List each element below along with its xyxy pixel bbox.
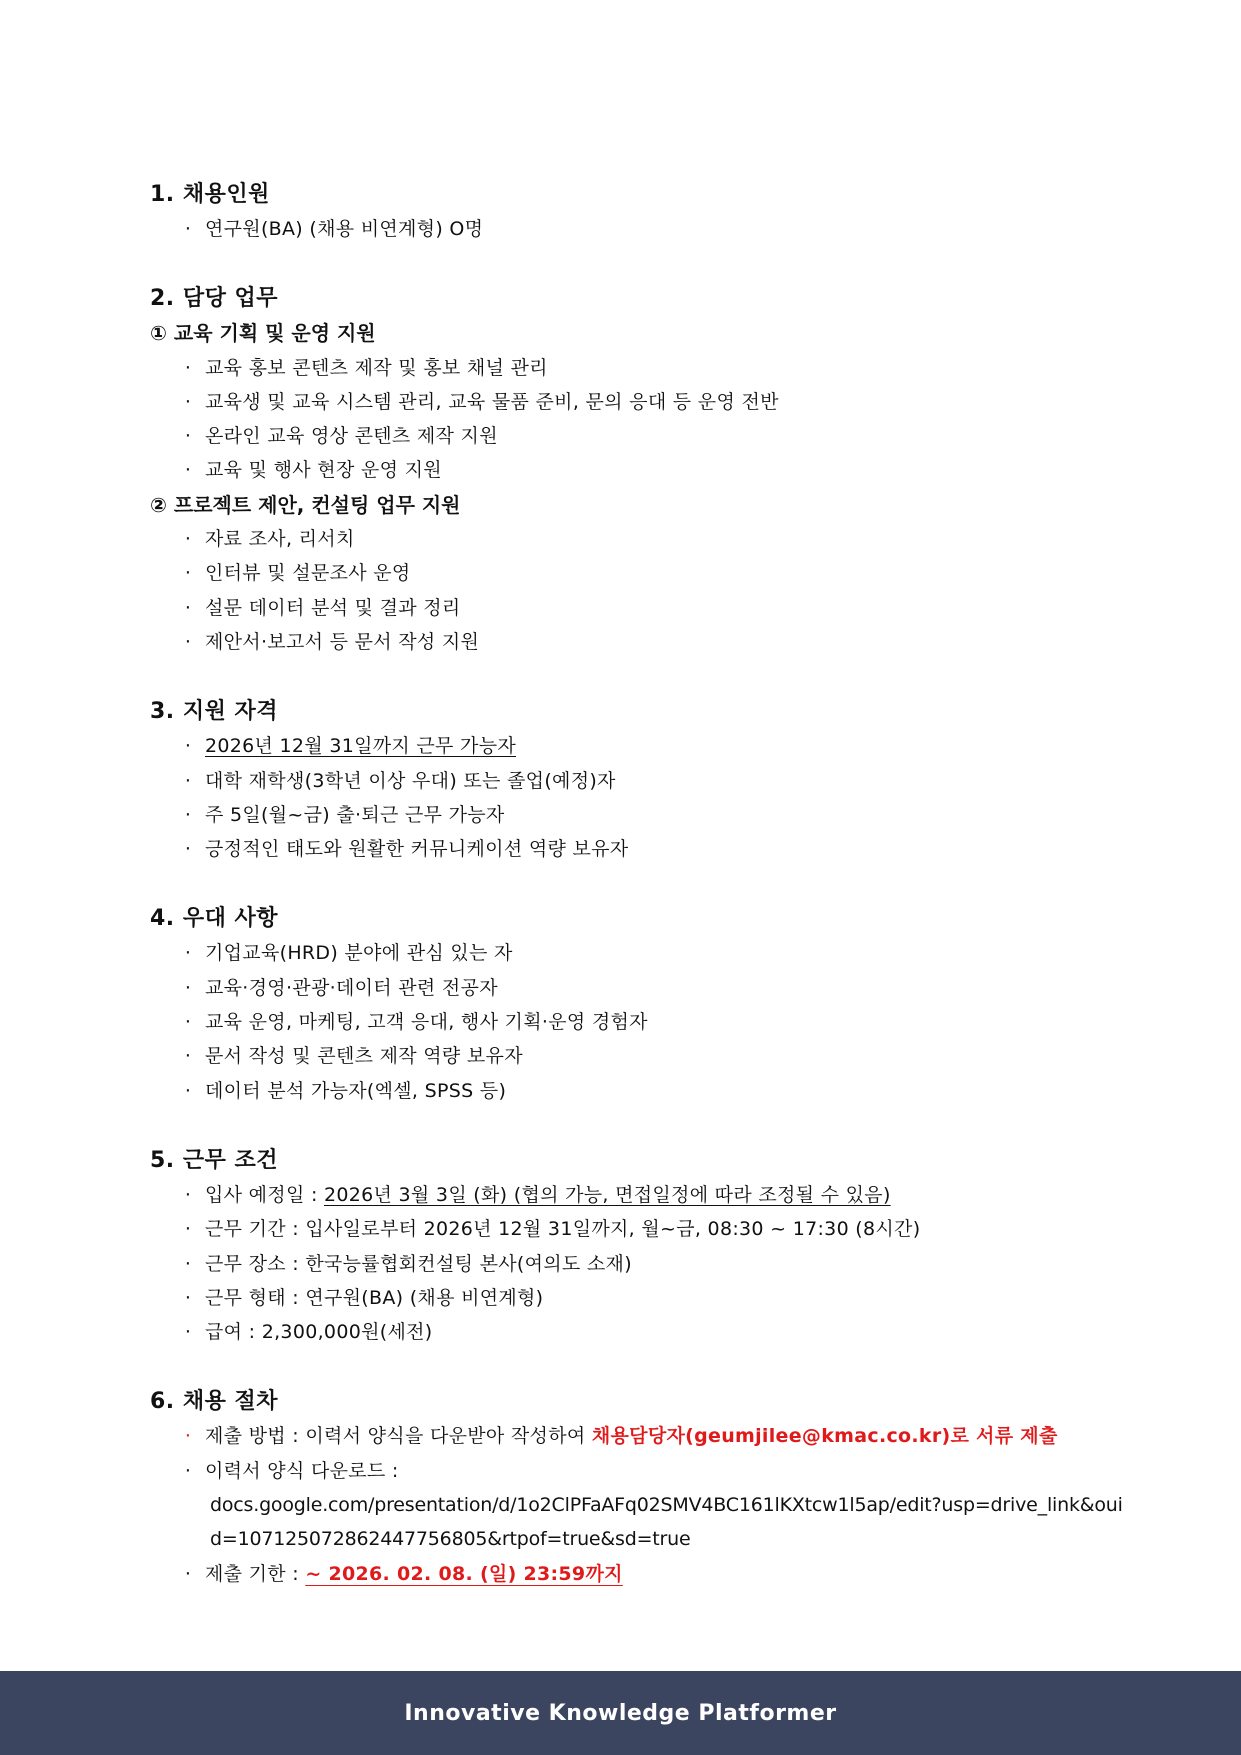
list-item: · 인터뷰 및 설문조사 운영	[150, 556, 1110, 590]
section-title-headcount: 1. 채용인원	[150, 182, 270, 207]
job-posting-document	[150, 178, 1123, 1591]
bullet-icon: ·	[184, 528, 192, 551]
list-item-location: · 근무 장소 : 한국능률협회컨설팅 본사(여의도 소재)	[150, 1247, 1110, 1281]
bullet-icon: ·	[184, 838, 192, 861]
list-item-period: · 근무 기간 : 입사일로부터 2026년 12월 31일까지, 월~금, 08:30 ~ 17:30 (8시간)	[150, 1212, 1110, 1246]
list-item: · 교육 운영, 마케팅, 고객 응대, 행사 기획·운영 경험자	[150, 1005, 1110, 1039]
list-item-deadline: · 제출 기한 : ~ 2026. 02. 08. (일) 23:59까지	[150, 1557, 1110, 1591]
bullet-icon: ·	[184, 1425, 192, 1448]
bullet-icon: ·	[184, 1252, 192, 1275]
bullet-icon: ·	[184, 1321, 192, 1344]
list-item-download: · 이력서 양식 다운로드 :	[150, 1454, 1110, 1488]
underlined-requirement: 2026년 12월 31일까지 근무 가능자	[205, 735, 517, 758]
bullet-icon: ·	[184, 390, 192, 413]
list-item: · 교육 홍보 콘텐츠 제작 및 홍보 채널 관리	[150, 351, 1110, 385]
bullet-icon: ·	[184, 1011, 192, 1034]
resume-form-link-continued[interactable]: d=107125072862447756805&rtpof=true&sd=true	[210, 1528, 691, 1551]
section-title-preferences: 4. 우대 사항	[150, 906, 278, 932]
section-title-process: 6. 채용 절차	[150, 1389, 278, 1415]
subsection-title-consulting: ② 프로젝트 제안, 컨설팅 업무 지원	[150, 492, 461, 517]
list-item-employment-type: · 근무 형태 : 연구원(BA) (채용 비연계형)	[150, 1281, 1110, 1315]
bullet-icon: ·	[184, 1459, 192, 1482]
bullet-icon: ·	[184, 1218, 192, 1241]
bullet-icon: ·	[184, 1079, 192, 1102]
bullet-icon: ·	[184, 459, 192, 482]
bullet-icon: ·	[184, 1562, 192, 1585]
list-item: · 설문 데이터 분석 및 결과 정리	[150, 591, 1110, 625]
bullet-icon: ·	[184, 1045, 192, 1068]
bullet-icon: ·	[184, 630, 192, 653]
bullet-icon: ·	[184, 1286, 192, 1309]
bullet-icon: ·	[184, 218, 192, 240]
list-item-submit-method: · 제출 방법 : 이력서 양식을 다운받아 작성하여 채용담당자(geumjilee@kmac.co.kr)로 서류 제출	[150, 1419, 1110, 1453]
bullet-icon: ·	[184, 596, 192, 619]
bullet-icon: ·	[184, 356, 192, 379]
list-item: · 교육 및 행사 현장 운영 지원	[150, 453, 1110, 487]
list-item: · 교육생 및 교육 시스템 관리, 교육 물품 준비, 문의 응대 등 운영 전반	[150, 385, 1110, 419]
list-item: · 기업교육(HRD) 분야에 관심 있는 자	[150, 936, 1110, 970]
resume-form-link[interactable]: docs.google.com/presentation/d/1o2ClPFaAFq02SMV4BC161lKXtcw1l5ap/edit?usp=drive_link&oui	[210, 1494, 1123, 1517]
bullet-icon: ·	[184, 562, 192, 585]
list-item-start-date: · 입사 예정일 : 2026년 3월 3일 (화) (협의 가능, 면접일정에 따라 조정될 수 있음)	[150, 1178, 1110, 1212]
list-item	[150, 729, 1110, 763]
section-title-duties: 2. 담당 업무	[150, 286, 278, 312]
bullet-icon: ·	[184, 769, 192, 792]
list-item: · 교육·경영·관광·데이터 관련 전공자	[150, 971, 1110, 1005]
footer-banner	[0, 1671, 1241, 1755]
list-item: · 주 5일(월~금) 출·퇴근 근무 가능자	[150, 798, 1110, 832]
list-item: · 대학 재학생(3학년 이상 우대) 또는 졸업(예정)자	[150, 764, 1110, 798]
footer-slogan: Innovative Knowledge Platformer	[404, 1700, 837, 1726]
bullet-icon: ·	[184, 803, 192, 826]
list-item-salary: · 급여 : 2,300,000원(세전)	[150, 1315, 1110, 1349]
recruiter-email-highlight[interactable]: 채용담당자(geumjilee@kmac.co.kr)로 서류 제출	[591, 1425, 1058, 1448]
section-title-conditions: 5. 근무 조건	[150, 1147, 278, 1173]
bullet-icon: ·	[184, 735, 192, 758]
list-item: · 자료 조사, 리서치	[150, 522, 1110, 556]
subsection-title-education: ① 교육 기획 및 운영 지원	[150, 321, 376, 346]
list-item: · 온라인 교육 영상 콘텐츠 제작 지원	[150, 419, 1110, 453]
section-title-qualifications: 3. 지원 자격	[150, 699, 278, 725]
list-item: · 데이터 분석 가능자(엑셀, SPSS 등)	[150, 1074, 1110, 1108]
list-item: · 문서 작성 및 콘텐츠 제작 역량 보유자	[150, 1039, 1110, 1073]
bullet-icon: ·	[184, 942, 192, 965]
bullet-icon: ·	[184, 1183, 192, 1206]
list-item: · 긍정적인 태도와 원활한 커뮤니케이션 역량 보유자	[150, 832, 1110, 866]
bullet-icon: ·	[184, 976, 192, 999]
start-date-value: 2026년 3월 3일 (화) (협의 가능, 면접일정에 따라 조정될 수 있음)	[324, 1183, 891, 1206]
list-item: · 제안서·보고서 등 문서 작성 지원	[150, 625, 1110, 659]
deadline-value: ~ 2026. 02. 08. (일) 23:59까지	[305, 1562, 623, 1585]
list-item: · 연구원(BA) (채용 비연계형) O명	[150, 212, 1110, 246]
bullet-icon: ·	[184, 425, 192, 448]
